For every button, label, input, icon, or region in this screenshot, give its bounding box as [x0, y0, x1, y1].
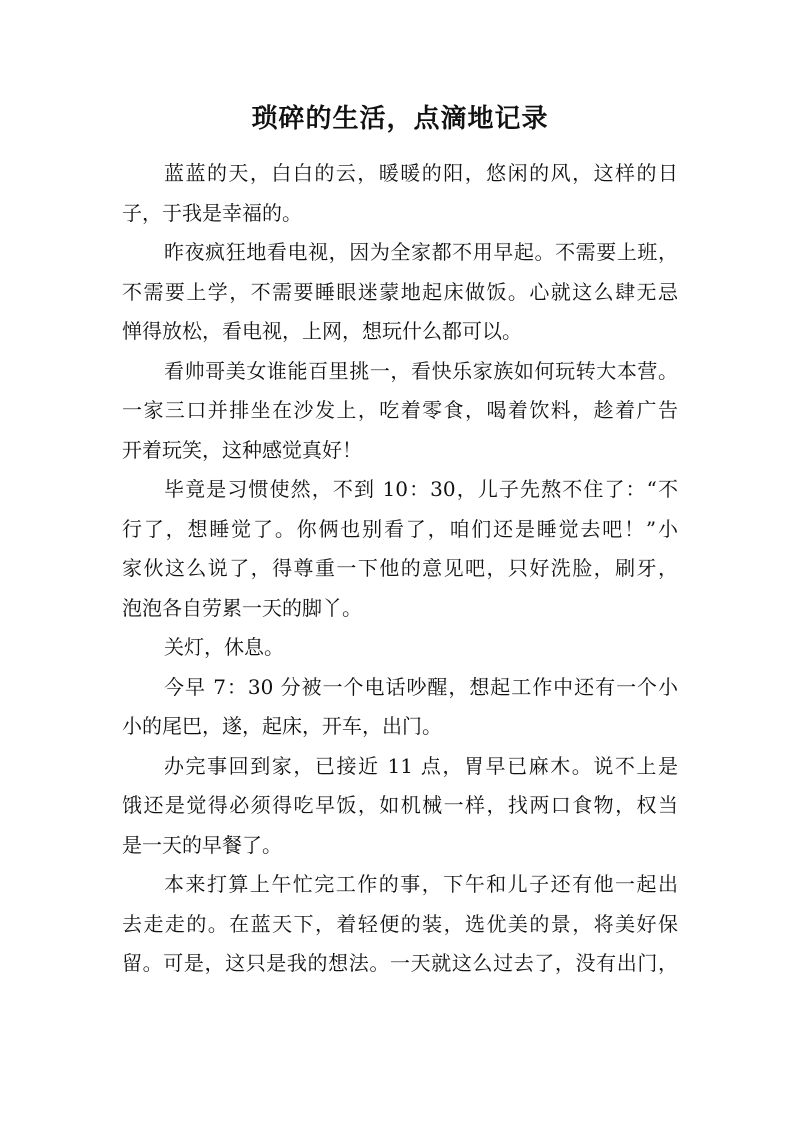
- text-line: 留。可是，这只是我的想法。一天就这么过去了，没有出门，: [122, 951, 678, 975]
- paragraph: [122, 470, 678, 628]
- text-line: 是一天的早餐了。: [122, 832, 282, 857]
- text-line: 泡泡各自劳累一天的脚丫。: [122, 595, 362, 620]
- paragraph: [122, 668, 678, 747]
- paragraph: [122, 865, 678, 984]
- paragraph: [122, 352, 678, 471]
- text-line: 子，于我是幸福的。: [122, 200, 302, 225]
- text-line: 蓝蓝的天，白白的云，暖暖的阳，悠闲的风，这样的日: [164, 161, 678, 185]
- text-line: 看帅哥美女谁能百里挑一，看快乐家族如何玩转大本营。: [164, 358, 678, 383]
- paragraph: [122, 628, 678, 668]
- text-line: 小的尾巴，遂，起床，开车，出门。: [122, 714, 442, 738]
- text-line: 不需要上学，不需要睡眼迷蒙地起床做饭。心就这么肆无忌: [122, 279, 678, 304]
- text-line: 毕竟是习惯使然，不到 10：30，儿子先熬不住了：“不: [164, 477, 678, 501]
- text-line: 关灯，休息。: [164, 635, 284, 659]
- text-line: 一家三口并排坐在沙发上，吃着零食，喝着饮料，趁着广告: [122, 398, 678, 422]
- text-line: 开着玩笑，这种感觉真好！: [122, 437, 362, 462]
- text-line: 办完事回到家，已接近 11 点，胃早已麻木。说不上是: [164, 753, 678, 778]
- text-line: 家伙这么说了，得尊重一下他的意见吧，只好洗脸，刷牙，: [122, 556, 678, 580]
- document-title: 琐碎的生活，点滴地记录: [251, 104, 549, 134]
- text-line: 昨夜疯狂地看电视，因为全家都不用早起。不需要上班，: [164, 240, 678, 264]
- document-body: [122, 154, 678, 984]
- paragraph: [122, 154, 678, 233]
- text-line: 今早 7：30 分被一个电话吵醒，想起工作中还有一个小: [164, 674, 678, 699]
- text-line: 行了，想睡觉了。你俩也别看了，咱们还是睡觉去吧！”小: [122, 516, 678, 541]
- text-line: 饿还是觉得必须得吃早饭，如机械一样，找两口食物，权当: [122, 793, 678, 817]
- text-line: 惮得放松，看电视，上网，想玩什么都可以。: [122, 319, 522, 343]
- paragraph: [122, 233, 678, 352]
- paragraph: [122, 747, 678, 866]
- text-line: 本来打算上午忙完工作的事，下午和儿子还有他一起出: [164, 872, 678, 896]
- text-line: 去走走的。在蓝天下，着轻便的装，选优美的景，将美好保: [122, 911, 678, 936]
